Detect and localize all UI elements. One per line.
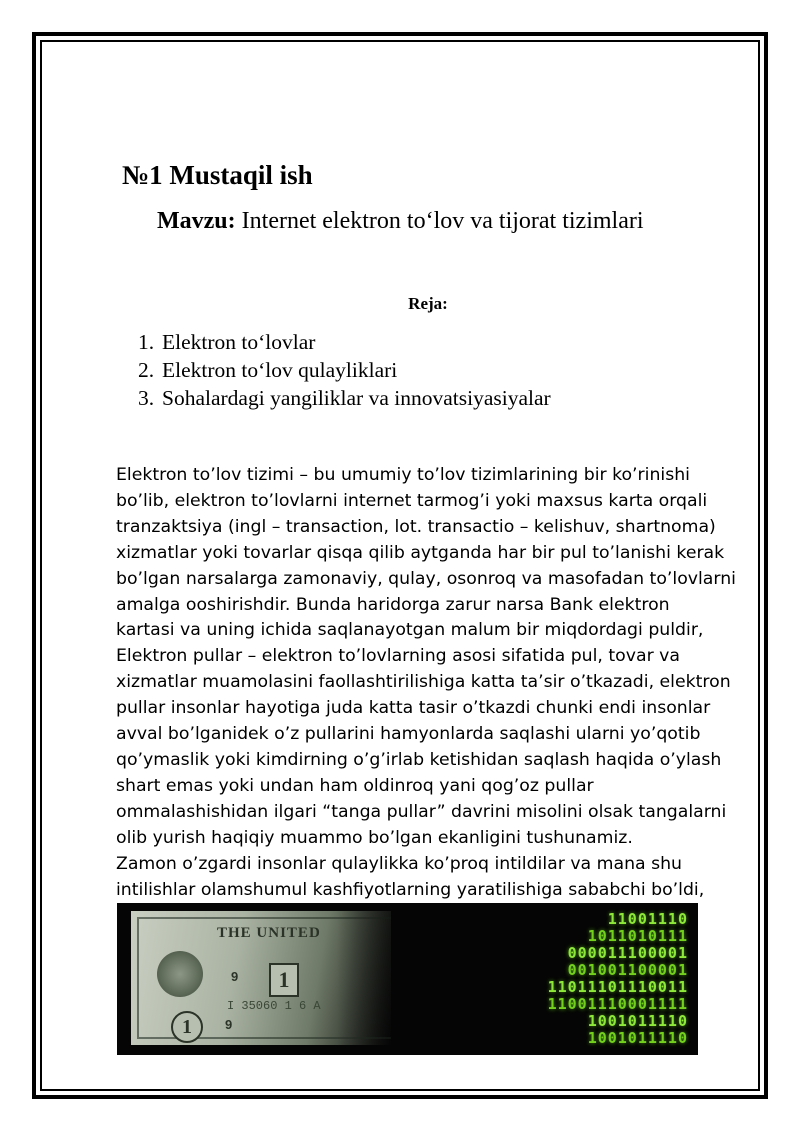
binary-code: [328, 911, 688, 1047]
dollar-binary-image: [117, 903, 698, 1055]
body-line: shart emas yoki undan ham oldinroq yani qog’oz pullar: [116, 775, 594, 796]
body-paragraph: [116, 463, 756, 903]
body-line: bo’lgan narsalarga zamonaviy, qulay, osonroq va masofadan to’lovlarni: [116, 568, 736, 589]
bill-nine: 9: [225, 1017, 233, 1032]
body-line: avval bo’lganidek o’z pullarini hamyonlarda saqlashi ularni yo’qotib: [116, 724, 701, 745]
body-line: pullar insonlar hayotiga juda katta tasir o’tkazdi chunki endi insonlar: [116, 698, 711, 719]
body-line: olib yurish haqiqiy muammo bo’lgan ekanligini tushunamiz.: [116, 827, 633, 848]
binary-row: 1001011110: [587, 1029, 688, 1047]
body-line: Elektron pullar – elektron to’lovlarning asosi sifatida pul, tovar va: [116, 646, 680, 667]
document-title: №1 Mustaqil ish: [122, 160, 313, 190]
plan-item: 1. Elektron to‘lovlar: [138, 330, 316, 354]
binary-row: 11001110: [607, 910, 688, 928]
bill-one-icon: 1: [171, 1011, 203, 1043]
subject-text: Internet elektron to‘lov va tijorat tizimlari: [241, 208, 644, 234]
binary-row: 000011100001: [567, 944, 688, 962]
binary-row: 11011101110011: [547, 978, 688, 996]
bill-seal-icon: [157, 951, 203, 997]
binary-row: 1011010111: [587, 927, 688, 945]
bill-serial: I 35060 1 6 A: [227, 999, 321, 1013]
bill-one-icon: 1: [269, 963, 299, 997]
plan-list: [138, 328, 551, 412]
plan-item: 3. Sohalardagi yangiliklar va innovatsiyasiyalar: [138, 386, 551, 410]
body-line: ommalashishidan ilgari “tanga pullar” davrini misolini olsak tangalarni: [116, 801, 727, 822]
bill-text: THE UNITED: [217, 925, 321, 941]
body-line: intilishlar olamshumul kashfiyotlarning yaratilishiga sababchi bo’ldi,: [116, 879, 705, 900]
bill-nine: 9: [231, 969, 239, 984]
subject-line: [157, 208, 644, 235]
body-line: xizmatlar muamolasini faollashtirilishiga katta ta’sir o’tkazadi, elektron: [116, 672, 731, 693]
body-line: amalga ooshirishdir. Bunda haridorga zarur narsa Bank elektron: [116, 594, 670, 615]
binary-row: 001001100001: [567, 961, 688, 979]
subject-label: Mavzu:: [157, 208, 236, 234]
binary-row: 1001011110: [587, 1012, 688, 1030]
body-line: Elektron to’lov tizimi – bu umumiy to’lov tizimlarining bir ko’rinishi: [116, 465, 690, 485]
body-line: kartasi va uning ichida saqlanayotgan malum bir miqdordagi puldir,: [116, 620, 704, 641]
plan-heading: Reja:: [408, 294, 448, 313]
binary-row: 11001110001111: [547, 995, 688, 1013]
body-line: Zamon o’zgardi insonlar qulaylikka ko’proq intildilar va mana shu: [116, 853, 683, 874]
body-line: qo’ymaslik yoki kimdirning o’g’irlab ketishidan saqlash haqida o’ylash: [116, 749, 722, 770]
body-line: xizmatlar yoki tovarlar qisqa qilib aytganda har bir pul to’lanishi kerak: [116, 542, 725, 563]
plan-item: 2. Elektron to‘lov qulayliklari: [138, 358, 398, 382]
body-line: bo’lib, elektron to’lovlarni internet tarmog’i yoki maxsus karta orqali: [116, 490, 708, 511]
body-line: tranzaktsiya (ingl – transaction, lot. transactio – kelishuv, shartnoma): [116, 516, 716, 537]
